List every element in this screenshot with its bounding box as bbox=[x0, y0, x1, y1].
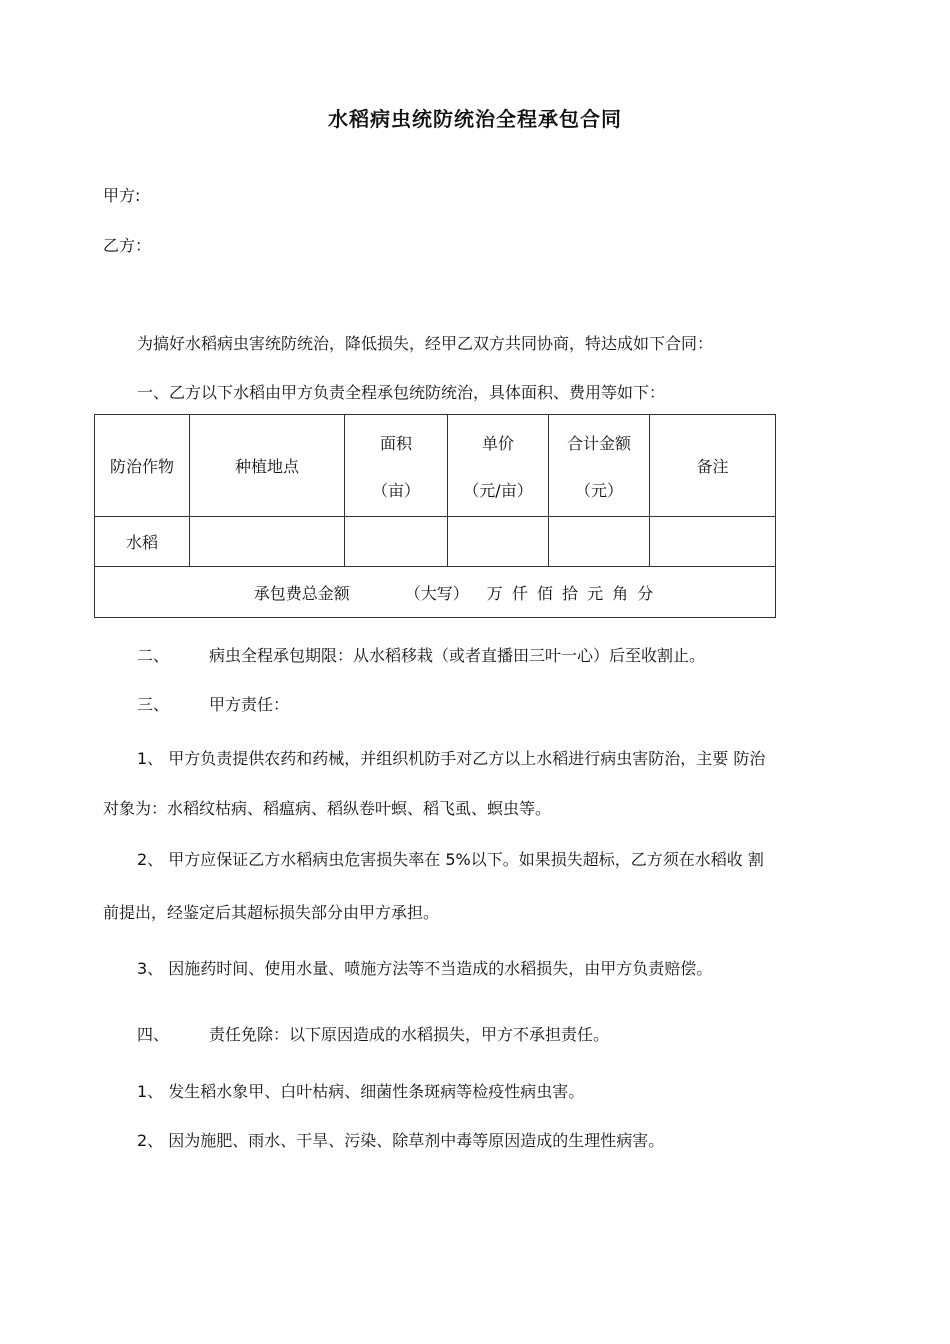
party-b-label: 乙方： bbox=[103, 236, 152, 255]
header-remark: 备注 bbox=[650, 415, 776, 517]
header-crop: 防治作物 bbox=[95, 415, 190, 517]
cell-area bbox=[345, 517, 448, 567]
clause-2-number: 二、 bbox=[137, 646, 170, 665]
clause-4-item-1: 1、 发生稻水象甲、白叶枯病、细菌性条斑病等检疫性病虫害。 bbox=[137, 1082, 585, 1101]
header-price-label: 单价 bbox=[481, 433, 514, 453]
header-total-unit: （元） bbox=[574, 480, 623, 500]
fee-table bbox=[94, 414, 776, 618]
clause-3-item-1-line-1: 1、 甲方负责提供农药和药械，并组织机防手对乙方以上水稻进行病虫害防治，主要 防治 bbox=[137, 749, 766, 768]
total-amount-cell bbox=[95, 567, 776, 618]
cell-location bbox=[190, 517, 345, 567]
clause-2-text: 病虫全程承包期限：从水稻移栽（或者直播田三叶一心）后至收割止。 bbox=[209, 646, 706, 665]
total-amount-units: 万 仟 佰 拾 元 角 分 bbox=[486, 583, 654, 603]
header-total-label: 合计金额 bbox=[566, 433, 631, 453]
clause-1-text: 一、乙方以下水稻由甲方负责全程承包统防统治，具体面积、费用等如下： bbox=[137, 383, 666, 402]
cell-price bbox=[448, 517, 549, 567]
clause-4-item-2: 2、 因为施肥、雨水、干旱、污染、除草剂中毒等原因造成的生理性病害。 bbox=[137, 1131, 665, 1150]
total-amount-row bbox=[95, 567, 776, 618]
cell-total bbox=[549, 517, 650, 567]
clause-3-item-3: 3、 因施药时间、使用水量、喷施方法等不当造成的水稻损失，由甲方负责赔偿。 bbox=[137, 959, 713, 978]
header-area-unit: （亩） bbox=[371, 480, 420, 500]
clause-3-item-1-line-2: 对象为：水稻纹枯病、稻瘟病、稻纵卷叶螟、稻飞虱、螟虫等。 bbox=[103, 799, 552, 818]
clause-3-text: 甲方责任： bbox=[209, 695, 290, 714]
total-amount-label: 承包费总金额 bbox=[253, 583, 350, 603]
header-area bbox=[345, 415, 448, 517]
clause-4-number: 四、 bbox=[137, 1025, 170, 1044]
table-row bbox=[95, 517, 776, 567]
clause-3-item-2-line-1: 2、 甲方应保证乙方水稻病虫危害损失率在 5%以下。如果损失超标，乙方须在水稻收 割 bbox=[137, 850, 764, 869]
clause-4-text: 责任免除：以下原因造成的水稻损失，甲方不承担责任。 bbox=[209, 1025, 610, 1044]
header-price-unit: （元/亩） bbox=[463, 480, 533, 500]
party-a-label: 甲方: bbox=[103, 186, 141, 205]
contract-title: 水稻病虫统防统治全程承包合同 bbox=[328, 107, 622, 131]
header-total bbox=[549, 415, 650, 517]
cell-remark bbox=[650, 517, 776, 567]
cell-crop: 水稻 bbox=[95, 517, 190, 567]
clause-3-number: 三、 bbox=[137, 695, 170, 714]
header-area-label: 面积 bbox=[379, 433, 412, 453]
total-amount-daxie: （大写） bbox=[404, 583, 469, 603]
header-location: 种植地点 bbox=[190, 415, 345, 517]
intro-paragraph: 为搞好水稻病虫害统防统治，降低损失，经甲乙双方共同协商，特达成如下合同： bbox=[137, 334, 714, 353]
clause-3-item-2-line-2: 前提出，经鉴定后其超标损失部分由甲方承担。 bbox=[103, 903, 440, 922]
table-header-row bbox=[95, 415, 776, 517]
header-price bbox=[448, 415, 549, 517]
